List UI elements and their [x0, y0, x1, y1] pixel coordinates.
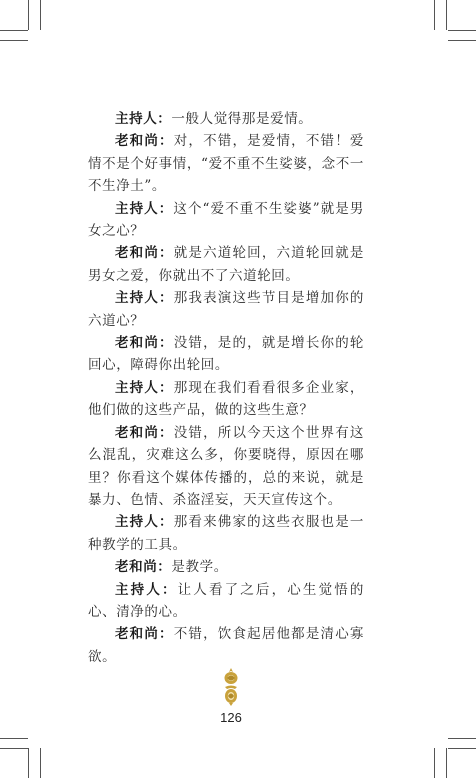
- dialogue-line: [88, 377, 364, 422]
- crop-mark: [28, 748, 29, 778]
- crop-mark: [0, 30, 28, 31]
- dialogue-line: [88, 579, 364, 624]
- buddhist-ornament-icon: [222, 667, 240, 707]
- speaker-label: 老和尚：: [115, 245, 174, 262]
- dialogue-text: 那现在我们看看很多企业家，他们做的这些产品，做的这些生意？: [88, 379, 364, 419]
- dialogue-line: [88, 623, 364, 668]
- crop-mark: [448, 30, 476, 31]
- dialogue-text: 那看来佛家的这些衣服也是一种教学的工具。: [88, 514, 364, 553]
- dialogue-text: 这个“爱不重不生娑婆”就是男女之心？: [88, 200, 364, 240]
- dialogue-line: [88, 332, 364, 377]
- speaker-label: 主持人：: [115, 581, 178, 598]
- crop-mark: [448, 738, 476, 739]
- crop-mark: [0, 738, 28, 739]
- dialogue-line: [88, 287, 364, 332]
- speaker-label: 主持人：: [115, 514, 174, 531]
- dialogue-text: 没错，是的，就是增长你的轮回心，障碍你出轮回。: [88, 335, 364, 374]
- crop-mark: [28, 0, 29, 30]
- crop-mark: [448, 748, 476, 749]
- page-number: 126: [220, 710, 242, 725]
- dialogue-text: 没错，所以今天这个世界有这么混乱，灾难这么多，你要晓得，原因在哪里？你看这个媒体传播的，总的来说，就是暴力、色情、杀盗淫妄，天天宣传这个。: [88, 424, 364, 508]
- dialogue-text: 对，不错，是爱情，不错！爱情不是个好事情，“爱不重不生娑婆，念不一不生净土”。: [88, 133, 364, 195]
- dialogue-text: 让人看了之后，心生觉悟的心、清净的心。: [88, 581, 364, 620]
- dialogue-text: 一般人觉得那是爱情。: [171, 111, 313, 127]
- dialogue-text: 就是六道轮回，六道轮回就是男女之爱，你就出不了六道轮回。: [88, 245, 364, 284]
- speaker-label: 主持人：: [115, 379, 174, 396]
- dialogue-text: 不错，饮食起居他都是清心寡欲。: [88, 626, 364, 665]
- speaker-label: 主持人：: [115, 290, 174, 307]
- dialogue-line: [88, 130, 364, 197]
- crop-mark: [40, 0, 41, 30]
- crop-mark: [448, 40, 476, 41]
- speaker-label: 主持人：: [115, 111, 172, 127]
- speaker-label: 老和尚：: [115, 424, 174, 441]
- speaker-label: 老和尚：: [115, 559, 172, 576]
- dialogue-line: [88, 198, 364, 243]
- dialogue-text: 是教学。: [171, 559, 228, 576]
- speaker-label: 老和尚：: [115, 626, 174, 643]
- speaker-label: 老和尚：: [115, 133, 174, 150]
- crop-mark: [446, 0, 447, 30]
- dialogue-line: [88, 422, 364, 512]
- crop-mark: [434, 0, 435, 30]
- crop-mark: [40, 748, 41, 778]
- dialogue-body: [88, 108, 364, 668]
- crop-mark: [446, 748, 447, 778]
- dialogue-line: [88, 556, 364, 578]
- speaker-label: 老和尚：: [115, 335, 174, 352]
- crop-mark: [434, 748, 435, 778]
- crop-mark: [0, 748, 28, 749]
- dialogue-line: [88, 511, 364, 556]
- crop-mark: [0, 40, 28, 41]
- dialogue-line: [88, 242, 364, 287]
- dialogue-text: 那我表演这些节目是增加你的六道心？: [88, 290, 364, 329]
- dialogue-line: [88, 108, 364, 130]
- speaker-label: 主持人：: [115, 200, 174, 217]
